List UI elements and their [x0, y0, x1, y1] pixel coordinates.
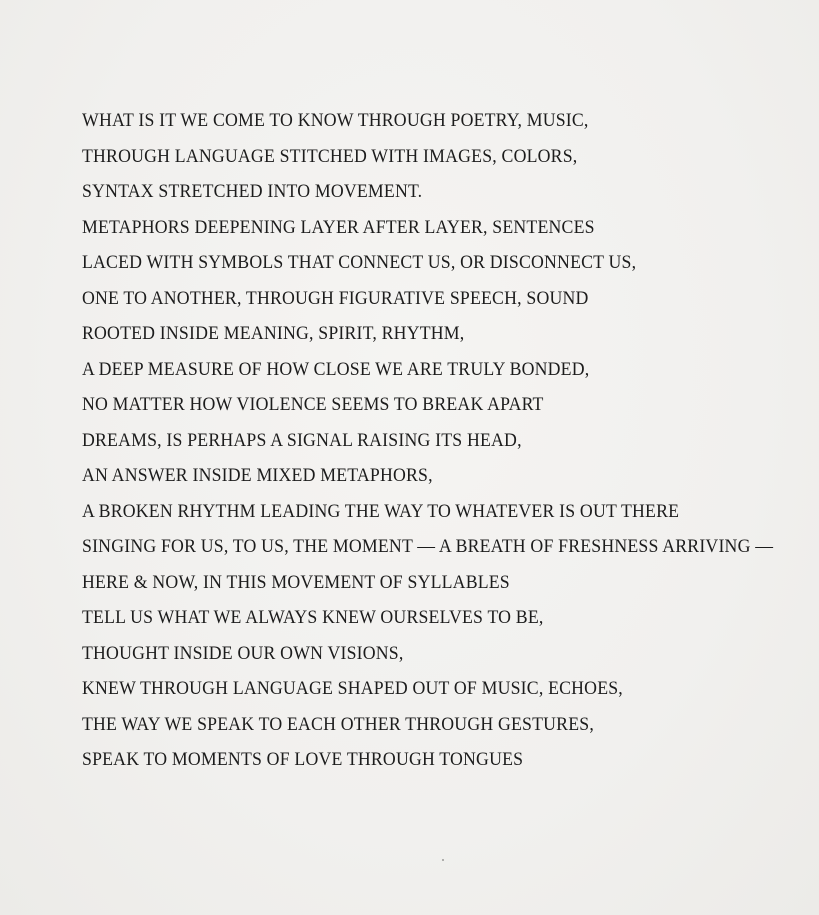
poem-line-3: SYNTAX STRETCHED INTO MOVEMENT. [82, 182, 423, 202]
poem-line-2: THROUGH LANGUAGE STITCHED WITH IMAGES, COLORS, [82, 146, 578, 167]
poem-line-14: HERE & NOW, IN THIS MOVEMENT OF SYLLABLES [82, 572, 510, 593]
poem-line-16: THOUGHT INSIDE OUR OWN VISIONS, [82, 643, 404, 664]
poem-line-13: SINGING FOR US, TO US, THE MOMENT — A BREATH OF FRESHNESS ARRIVING — [82, 537, 774, 557]
poem-line-9: NO MATTER HOW VIOLENCE SEEMS TO BREAK APART [82, 395, 544, 415]
poem-line-7: ROOTED INSIDE MEANING, SPIRIT, RHYTHM, [82, 324, 465, 344]
poem-line-6: ONE TO ANOTHER, THROUGH FIGURATIVE SPEECH, SOUND [82, 288, 589, 309]
poem-line-12: A BROKEN RHYTHM LEADING THE WAY TO WHATEVER IS OUT THERE [82, 501, 680, 522]
poem-line-5: LACED WITH SYMBOLS THAT CONNECT US, OR DISCONNECT US, [82, 253, 637, 273]
poem-text [82, 104, 782, 779]
poem-line-19: SPEAK TO MOMENTS OF LOVE THROUGH TONGUES [82, 750, 524, 770]
poem-line-17: KNEW THROUGH LANGUAGE SHAPED OUT OF MUSIC, ECHOES, [82, 679, 623, 699]
poem-line-10: DREAMS, IS PERHAPS A SIGNAL RAISING ITS HEAD, [82, 430, 522, 451]
poem-line-15: TELL US WHAT WE ALWAYS KNEW OURSELVES TO BE, [82, 608, 544, 628]
poem-line-1: WHAT IS IT WE COME TO KNOW THROUGH POETRY, MUSIC, [82, 111, 589, 131]
poem-line-11: AN ANSWER INSIDE MIXED METAPHORS, [82, 466, 433, 486]
poem-line-4: METAPHORS DEEPENING LAYER AFTER LAYER, SENTENCES [82, 217, 595, 238]
paper-speck [442, 859, 444, 861]
poem-line-18: THE WAY WE SPEAK TO EACH OTHER THROUGH GESTURES, [82, 714, 594, 735]
poem-line-8: A DEEP MEASURE OF HOW CLOSE WE ARE TRULY BONDED, [82, 359, 590, 380]
